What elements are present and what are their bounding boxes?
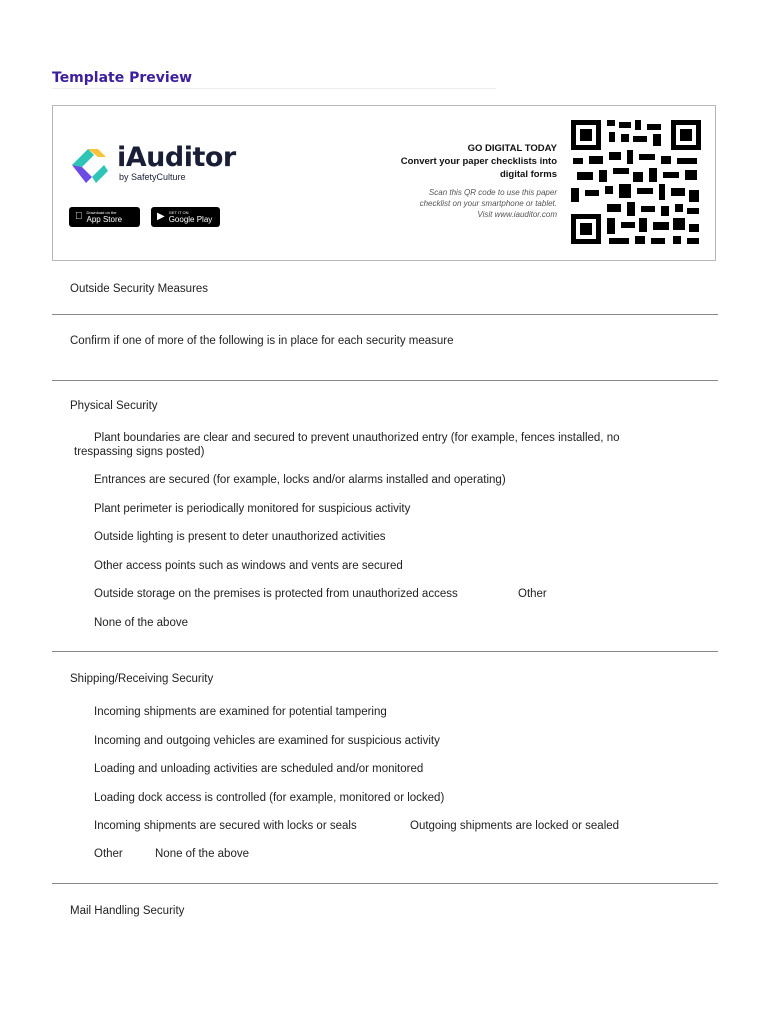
go-digital-subhead-1: Convert your paper checklists into <box>400 156 557 167</box>
option-none-shipping[interactable]: None of the above <box>155 848 249 860</box>
section-title-physical: Physical Security <box>70 400 158 412</box>
google-play-small: GET IT ON <box>168 209 189 215</box>
section-divider <box>52 314 718 315</box>
option-outgoing-locked[interactable]: Outgoing shipments are locked or sealed <box>410 820 620 832</box>
qr-note-3: Visit www.iauditor.com <box>477 210 557 219</box>
option-plant-boundaries[interactable]: Plant boundaries are clear and secured to prevent unauthorized entry (for example, fences installed, no <box>94 432 620 444</box>
go-digital-headline: GO DIGITAL TODAY <box>467 143 557 154</box>
go-digital-subhead-2: digital forms <box>499 169 557 180</box>
section-title-shipping: Shipping/Receiving Security <box>70 673 214 685</box>
logo-subtitle: by SafetyCulture <box>119 172 186 182</box>
option-perimeter[interactable]: Plant perimeter is periodically monitored for suspicious activity <box>94 503 411 515</box>
option-none-physical[interactable]: None of the above <box>94 617 188 629</box>
app-store-big: App Store <box>79 214 115 224</box>
google-play-badge[interactable] <box>151 207 220 227</box>
section-title-mail: Mail Handling Security <box>70 905 185 917</box>
iauditor-logo-icon <box>68 143 112 187</box>
section-divider <box>52 380 718 381</box>
app-store-badge[interactable] <box>69 207 140 227</box>
logo-name: iAuditor <box>117 142 236 173</box>
option-dock-access[interactable]: Loading dock access is controlled (for example, monitored or locked) <box>94 792 445 804</box>
google-play-big: Google Play <box>168 214 213 224</box>
section-divider <box>52 651 718 652</box>
section-title-outside: Outside Security Measures <box>70 283 209 295</box>
option-outside-storage[interactable]: Outside storage on the premises is protected from unauthorized access <box>94 588 458 600</box>
option-entrances[interactable]: Entrances are secured (for example, locks and/or alarms installed and operating) <box>94 474 506 486</box>
option-vehicles-examined[interactable]: Incoming and outgoing vehicles are examined for suspicious activity <box>94 735 440 747</box>
option-other-physical[interactable]: Other <box>518 588 547 600</box>
page-title: Template Preview <box>52 70 193 86</box>
qr-note-1: Scan this QR code to use this paper <box>428 188 557 197</box>
iauditor-banner <box>52 105 716 261</box>
qr-note-2: checklist on your smartphone or tablet. <box>419 199 557 208</box>
section-divider <box>52 883 718 884</box>
option-access-points[interactable]: Other access points such as windows and vents are secured <box>94 560 403 572</box>
option-other-shipping[interactable]: Other <box>94 848 123 860</box>
option-incoming-examined[interactable]: Incoming shipments are examined for potential tampering <box>94 706 387 718</box>
option-loading-scheduled[interactable]: Loading and unloading activities are scheduled and/or monitored <box>94 763 424 775</box>
title-divider <box>52 88 496 89</box>
option-incoming-secured[interactable]: Incoming shipments are secured with locks or seals <box>94 820 357 832</box>
go-digital-text <box>401 142 557 220</box>
instruction-text: Confirm if one of more of the following is in place for each security measure <box>70 335 454 347</box>
app-store-small: Download on the <box>79 209 110 215</box>
option-plant-boundaries-cont: trespassing signs posted) <box>74 446 205 458</box>
google-play-icon: ▶ <box>157 211 165 222</box>
apple-icon <box>75 212 83 222</box>
qr-code-icon[interactable] <box>569 118 703 246</box>
option-outside-lighting[interactable]: Outside lighting is present to deter unauthorized activities <box>94 531 386 543</box>
